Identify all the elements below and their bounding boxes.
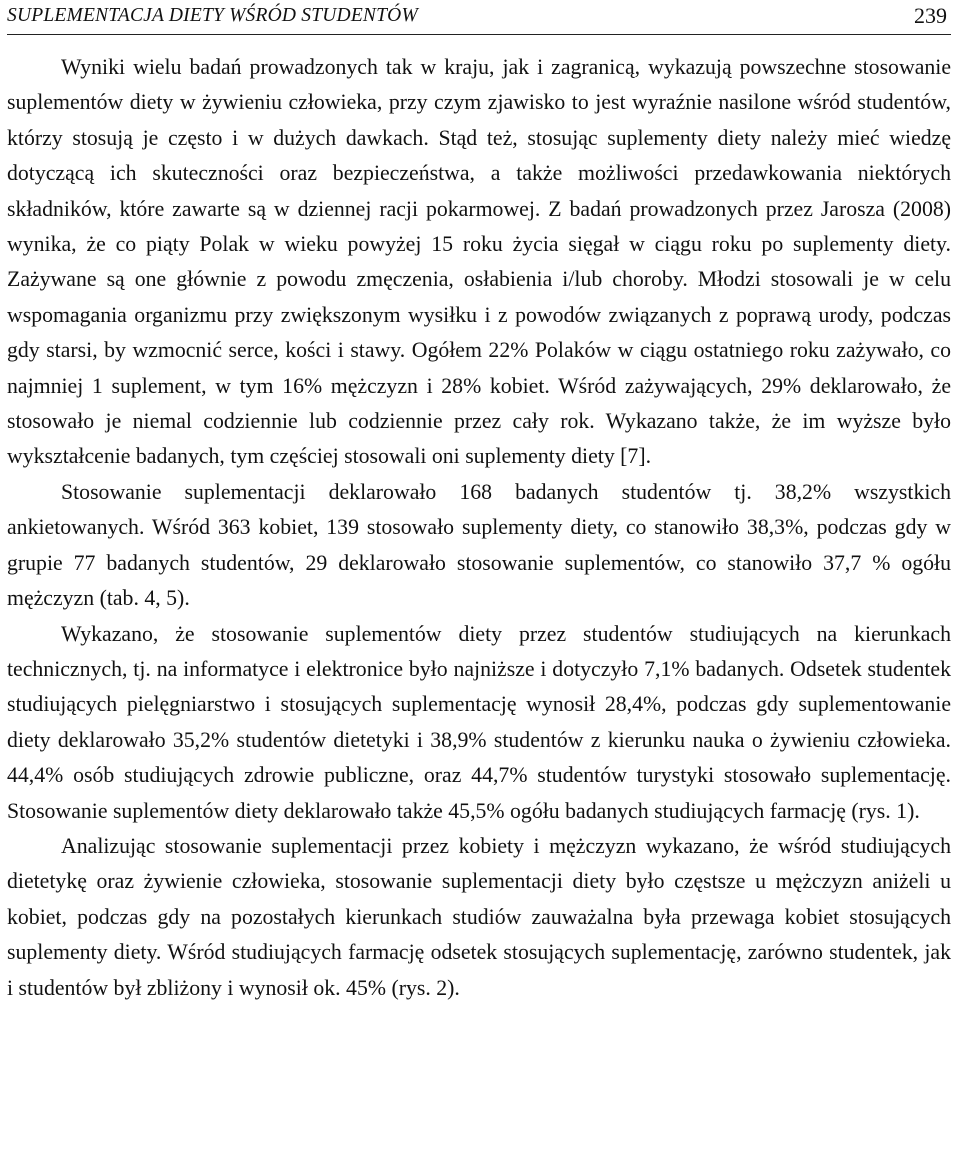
paragraph: Analizując stosowanie suplementacji przez kobiety i mężczyzn wykazano, że wśród studiujących dietetykę oraz żywienie człowieka, stosowanie suplementacji diety było częstsze u mężczyzn aniżeli u kobiet, podczas gdy na pozostałych kierunkach studiów zauważalna była przewaga kobiet stosujących suplementy diety. Wśród studiujących farmację odsetek stosujących suplementację, zarówno studentek, jak i studentów był zbliżony i wynosił ok. 45% (rys. 2). bbox=[7, 833, 951, 1000]
paragraph: Wykazano, że stosowanie suplementów diety przez studentów studiujących na kierunkach technicznych, tj. na informatyce i elektronice było najniższe i dotyczyło 7,1% badanych. Odsetek studentek studiujących pielęgniarstwo i stosujących suplementację wynosił 28,4%, podczas gdy suplementowanie diety deklarowało 35,2% studentów dietetyki i 38,9% studentów z kierunku nauka o żywieniu człowieka. 44,4% osób studiujących zdrowie publiczne, oraz 44,7% studentów turystyki stosowało suplementację. Stosowanie suplementów diety deklarowało także 45,5% ogółu badanych studiujących farmację (rys. 1). bbox=[7, 621, 951, 823]
running-header bbox=[7, 0, 951, 35]
page-number: 239 bbox=[914, 3, 947, 28]
running-title: SUPLEMENTACJA DIETY WŚRÓD STUDENTÓW bbox=[7, 5, 418, 26]
body-text bbox=[7, 50, 951, 1006]
paragraph: Wyniki wielu badań prowadzonych tak w kraju, jak i zagranicą, wykazują powszechne stosowanie suplementów diety w żywieniu człowieka, przy czym zjawisko to jest wyraźnie nasilone wśród studentów, którzy stosują je często i w dużych dawkach. Stąd też, stosując suplementy diety należy mieć wiedzę dotyczącą ich skuteczności oraz bezpieczeństwa, a także możliwości przedawkowania niektórych składników, które zawarte są w dziennej racji pokarmowej. Z badań prowadzonych przez Jarosza (2008) wynika, że co piąty Polak w wieku powyżej 15 roku życia sięgał w ciągu roku po suplementy diety. Zażywane są one głównie z powodu zmęczenia, osłabienia i/lub choroby. Młodzi stosowali je w celu wspomagania organizmu przy zwiększonym wysiłku i z powodów związanych z poprawą urody, podczas gdy starsi, by wzmocnić serce, kości i stawy. Ogółem 22% Polaków w ciągu ostatniego roku zażywało, co najmniej 1 suplement, w tym 16% mężczyzn i 28% kobiet. Wśród zażywających, 29% deklarowało, że stosowało je niemal codziennie lub codziennie przez cały rok. Wykazano także, że im wyższe było wykształcenie badanych, tym częściej stosowali oni suplementy diety [7]. bbox=[7, 55, 951, 469]
paragraph: Stosowanie suplementacji deklarowało 168 badanych studentów tj. 38,2% wszystkich ankietowanych. Wśród 363 kobiet, 139 stosowało suplementy diety, co stanowiło 38,3%, podczas gdy w grupie 77 badanych studentów, 29 deklarowało stosowanie suplementów, co stanowiło 37,7 % ogółu mężczyzn (tab. 4, 5). bbox=[7, 479, 951, 611]
